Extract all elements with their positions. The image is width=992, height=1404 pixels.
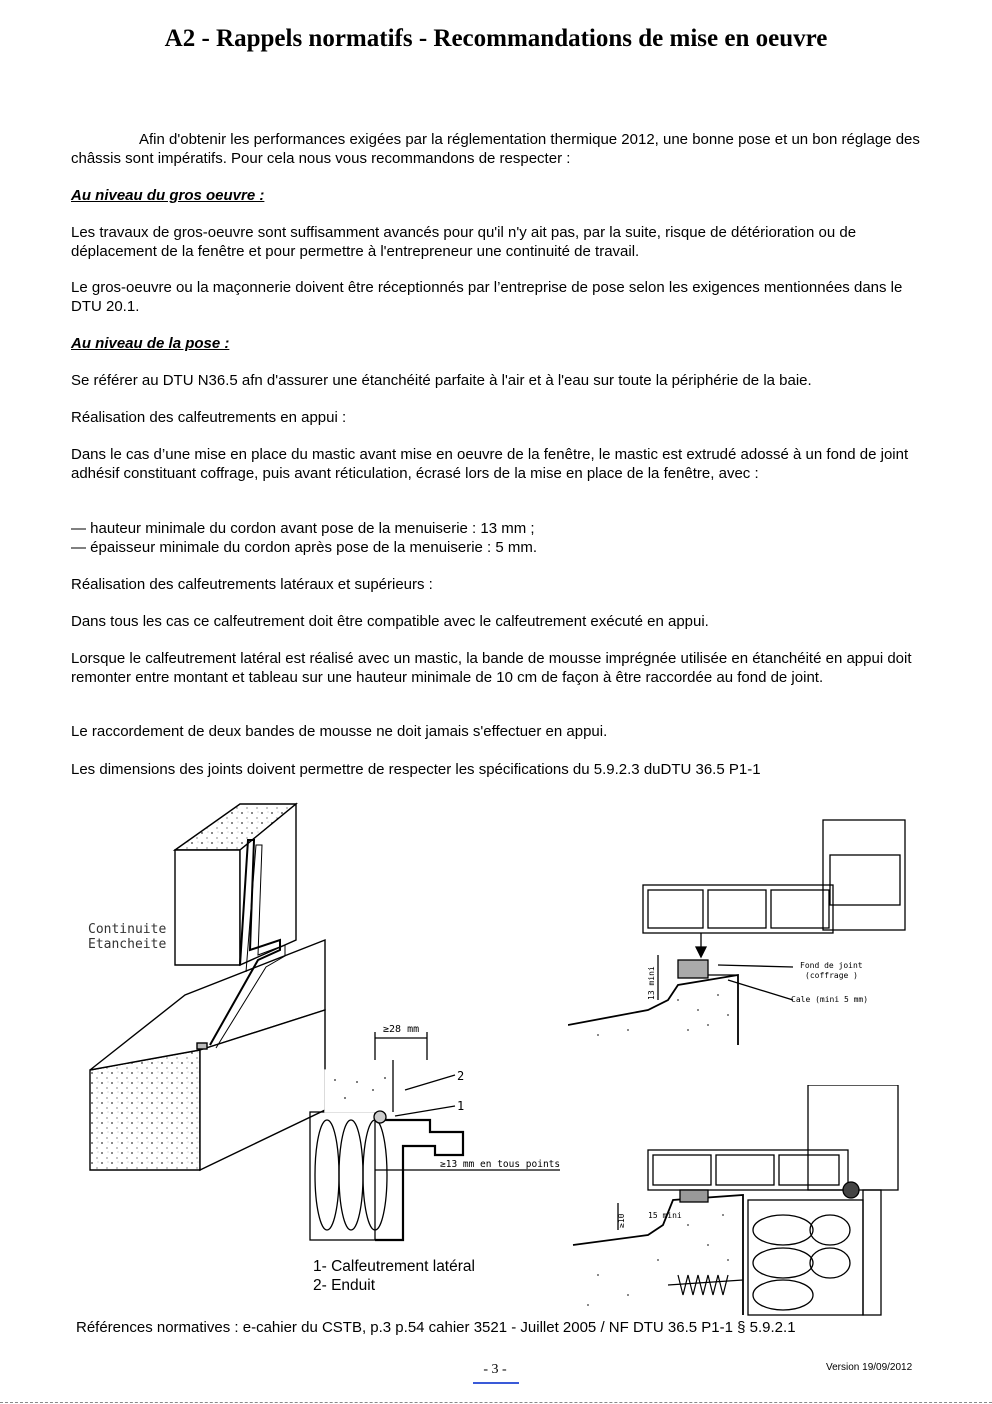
- dim-28mm: ≥28 mm: [383, 1024, 420, 1035]
- paragraph-pose-5: Dans tous les cas ce calfeutrement doit être compatible avec le calfeutrement exécuté en appui.: [71, 613, 709, 630]
- dim-15-mini: 15 mini: [648, 1211, 682, 1220]
- section-heading-pose: Au niveau de la pose :: [71, 335, 230, 352]
- paragraph-pose-7: Le raccordement de deux bandes de mousse ne doit jamais s'effectuer en appui.: [71, 723, 608, 740]
- bullet-hauteur: — hauteur minimale du cordon avant pose de la menuiserie : 13 mm ;: [71, 520, 535, 537]
- dim-13mm: ≥13 mm en tous points: [440, 1159, 561, 1170]
- figure-caption: [313, 1257, 475, 1295]
- paragraph-pose-3: Dans le cas d’une mise en place du mastic avant mise en oeuvre de la fenêtre, le mastic est extrudé adossé à un fond de joint adhésif constituant coffrage, puis avant réticulation, écrasé lors de la mise en place de la fenêtre, avec :: [71, 446, 909, 482]
- paragraph-gros-oeuvre-2: Le gros-oeuvre ou la maçonnerie doivent être réceptionnés par l’entreprise de pose selon les exigences mentionnées dans le DTU 20.1.: [71, 279, 903, 315]
- num-1: 1: [457, 1099, 465, 1113]
- bullet-epaisseur: — épaisseur minimale du cordon après pose de la menuiserie : 5 mm.: [71, 539, 538, 556]
- paragraph-pose-1: Se référer au DTU N36.5 afn d'assurer une étanchéité parfaite à l'air et à l'eau sur toute la périphérie de la baie.: [71, 372, 812, 389]
- figure-continuity-3d: [80, 800, 330, 1180]
- figure-sill-section-top: [568, 815, 908, 1050]
- label-cale: Cale (mini 5 mm): [791, 995, 869, 1004]
- version-label: Version 19/09/2012: [826, 1362, 913, 1373]
- num-2: 2: [457, 1069, 465, 1083]
- page-number[interactable]: - 3 -: [483, 1362, 507, 1377]
- section-heading-gros-oeuvre: Au niveau du gros oeuvre :: [71, 187, 265, 204]
- normative-references: Références normatives : e-cahier du CSTB, p.3 p.54 cahier 3521 - Juillet 2005 / NF DTU 36.5 P1-1 § 5.9.2.1: [76, 1319, 796, 1336]
- dim-13-mini: 13 mini: [647, 966, 656, 1000]
- paragraph-gros-oeuvre-1: Les travaux de gros-oeuvre sont suffisamment avancés pour qu'il n'y ait pas, par la suite, risque de détérioration ou de déplacement de la fenêtre et pour permettre à l'entrepreneur une continuité de travail.: [71, 224, 857, 260]
- label-fond-de-joint: Fond de joint: [800, 961, 863, 970]
- label-coffrage: (coffrage ): [805, 971, 858, 980]
- label-continuite: Continuite: [88, 922, 167, 937]
- caption-line-1: 1- Calfeutrement latéral: [313, 1258, 475, 1275]
- intro-paragraph: Afin d'obtenir les performances exigées par la réglementation thermique 2012, une bonne pose et un bon réglage des châssis sont impératifs. Pour cela nous vous recommandons de respecter :: [71, 131, 920, 167]
- dim-10: ≥10: [617, 1213, 626, 1228]
- figure-lateral-section: [305, 1020, 565, 1255]
- label-etancheite: Etancheite: [88, 937, 167, 952]
- paragraph-pose-8: Les dimensions des joints doivent permettre de respecter les spécifications du 5.9.2.3 duDTU 36.5 P1-1: [71, 761, 761, 778]
- paragraph-pose-6: Lorsque le calfeutrement latéral est réalisé avec un mastic, la bande de mousse imprégnée utilisée en étanchéité en appui doit remonter entre montant et tableau sur une hauteur minimale de 10 cm de façon à être raccordée au fond de joint.: [71, 650, 912, 686]
- paragraph-pose-2: Réalisation des calfeutrements en appui :: [71, 409, 347, 426]
- figure-sill-section-bottom: [568, 1085, 908, 1317]
- page-number-underline: [473, 1382, 519, 1384]
- caption-line-2: 2- Enduit: [313, 1277, 376, 1294]
- page-title: A2 - Rappels normatifs - Recommandations de mise en oeuvre: [164, 25, 828, 52]
- paragraph-pose-4: Réalisation des calfeutrements latéraux et supérieurs :: [71, 576, 433, 593]
